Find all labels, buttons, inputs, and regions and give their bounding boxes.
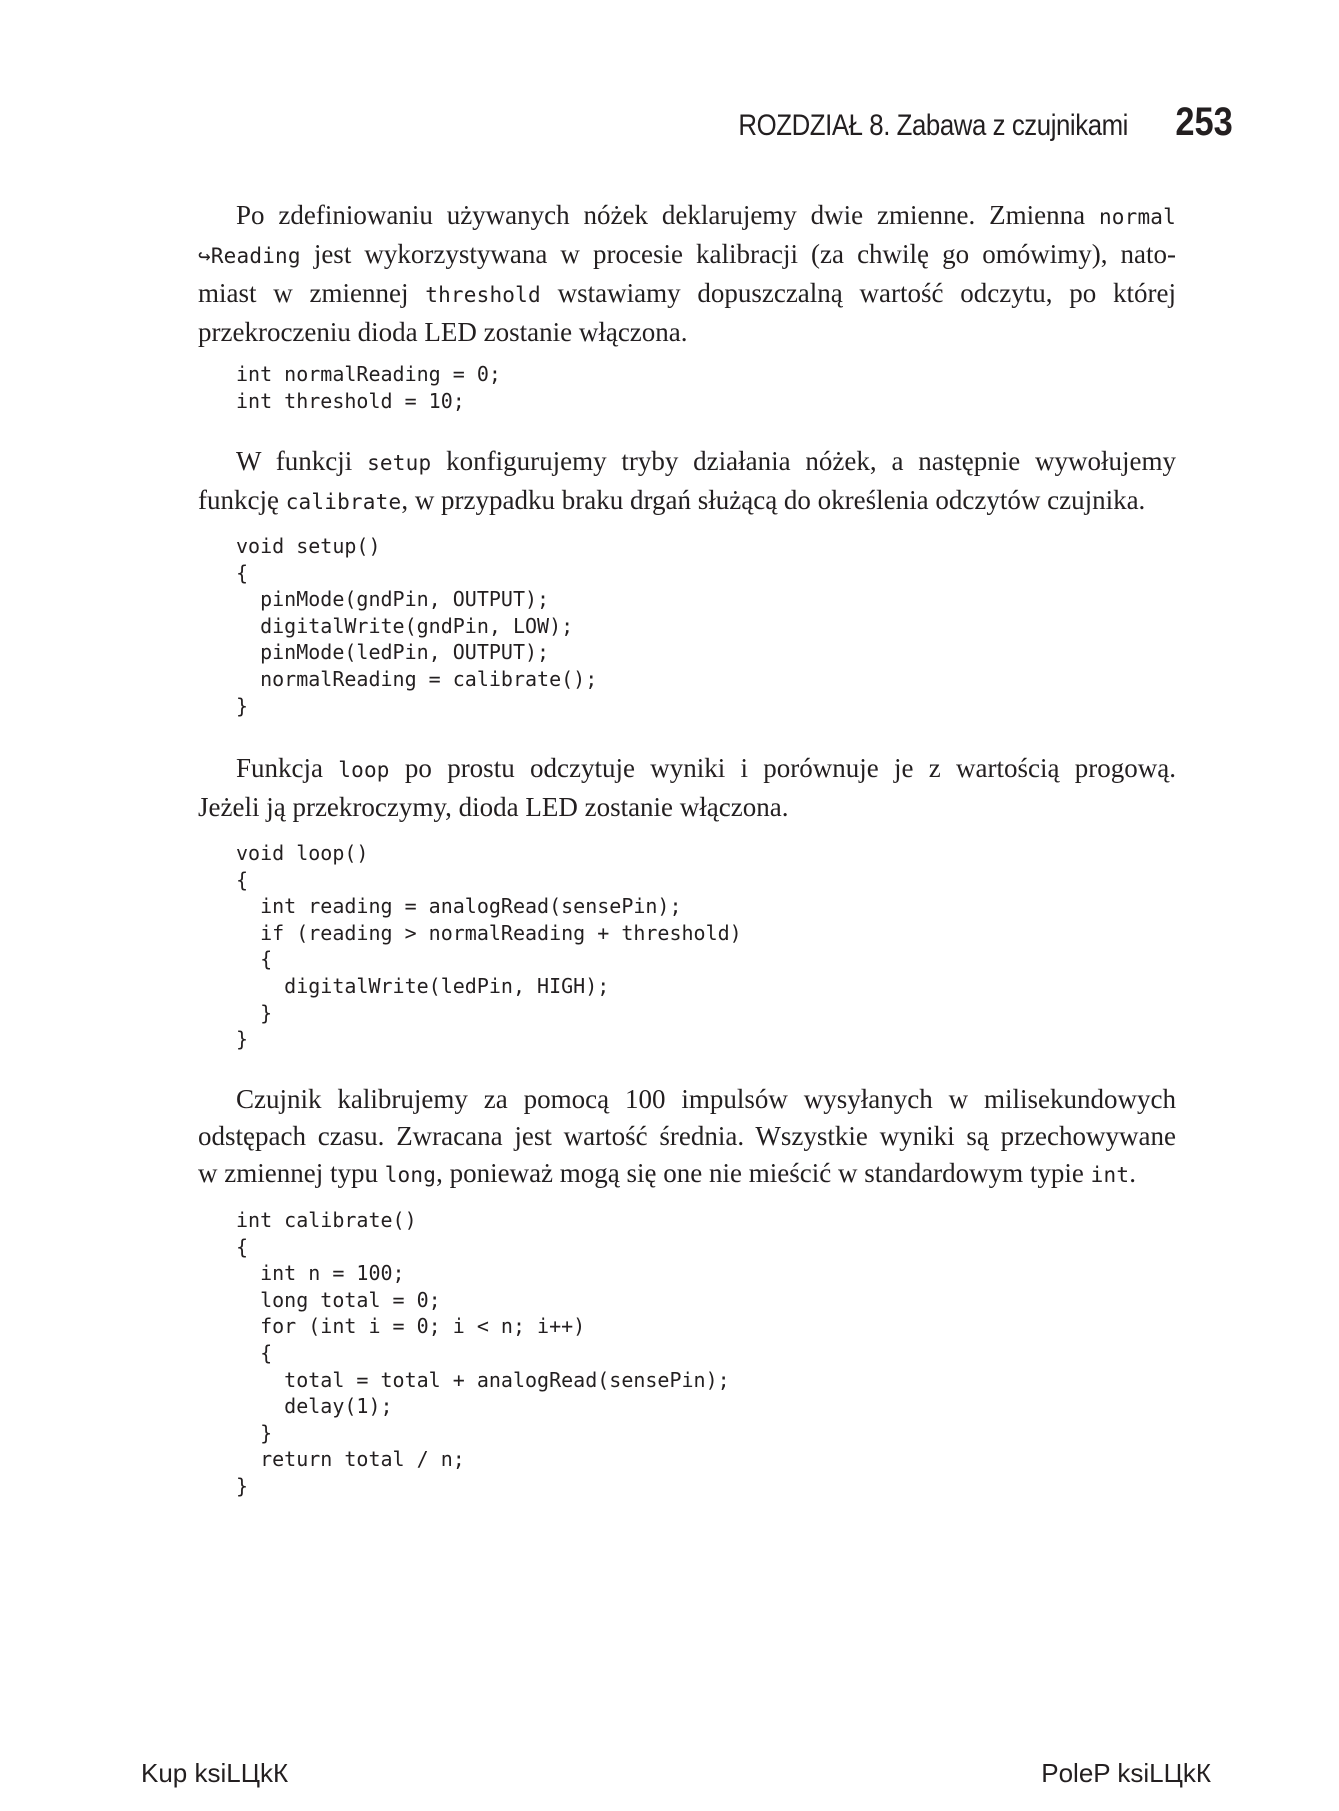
chapter-title: ROZDZIAŁ 8. Zabawa z czujnikami [738,109,1129,142]
paragraph-variables [198,197,1176,351]
inline-code: normal [1098,205,1176,229]
footer-buy-link[interactable]: Kup ksiLЦkК [141,1758,289,1788]
footer-recommend-link[interactable]: PoleP ksiLЦkК [1041,1758,1211,1788]
paragraph-line: Jeżeli ją przekroczymy, dioda LED zostanie włączona. [198,792,789,822]
inline-code: ↪Reading [198,244,301,268]
code-block-setup: void setup() { pinMode(gndPin, OUTPUT); digitalWrite(gndPin, LOW); pinMode(ledPin, OUTPUT); normalReading = calibrate(); } [236,534,598,718]
code-block-variables: int normalReading = 0; int threshold = 10; [236,362,501,413]
running-header [675,100,1233,145]
inline-code: int [1090,1163,1130,1187]
paragraph-line: Po zdefiniowaniu używanych nóżek deklarujemy dwie zmienne. Zmienna normal [236,200,1176,230]
paragraph-line: W funkcji setup konfigurujemy tryby działania nóżek, a następnie wywołujemy [236,446,1176,476]
paragraph-line: ↪Reading jest wykorzystywana w procesie kalibracji (za chwilę go omówimy), nato- [198,239,1176,269]
inline-code: long [384,1163,437,1187]
inline-code: setup [367,451,432,475]
paragraph-line: w zmiennej typu long, ponieważ mogą się one nie mieścić w standardowym typie int. [198,1158,1136,1188]
paragraph-line: odstępach czasu. Zwracana jest wartość średnia. Wszystkie wyniki są przechowywane [198,1121,1176,1151]
paragraph-line: Czujnik kalibrujemy za pomocą 100 impulsów wysyłanych w milisekundowych [236,1084,1176,1114]
paragraph-setup [198,443,1176,521]
paragraph-line: funkcję calibrate, w przypadku braku drgań służącą do określenia odczytów czujnika. [198,485,1146,515]
paragraph-loop [198,750,1176,826]
paragraph-line: Funkcja loop po prostu odczytuje wyniki i porównuje je z wartością progową. [236,753,1176,783]
paragraph-calibrate [198,1081,1176,1194]
code-block-calibrate: int calibrate() { int n = 100; long total = 0; for (int i = 0; i < n; i++) { total = total + analogRead(sensePin); delay(1); } return total / n; } [236,1208,730,1498]
inline-code: calibrate [285,490,402,514]
inline-code: loop [338,758,390,782]
inline-code: threshold [425,283,541,307]
code-block-loop: void loop() { int reading = analogRead(sensePin); if (reading > normalReading + threshold) { digitalWrite(ledPin, HIGH); } } [236,841,742,1052]
page-number: 253 [1175,100,1233,144]
paragraph-line: miast w zmiennej threshold wstawiamy dopuszczalną wartość odczytu, po której [198,278,1176,308]
paragraph-line: przekroczeniu dioda LED zostanie włączona. [198,317,688,347]
